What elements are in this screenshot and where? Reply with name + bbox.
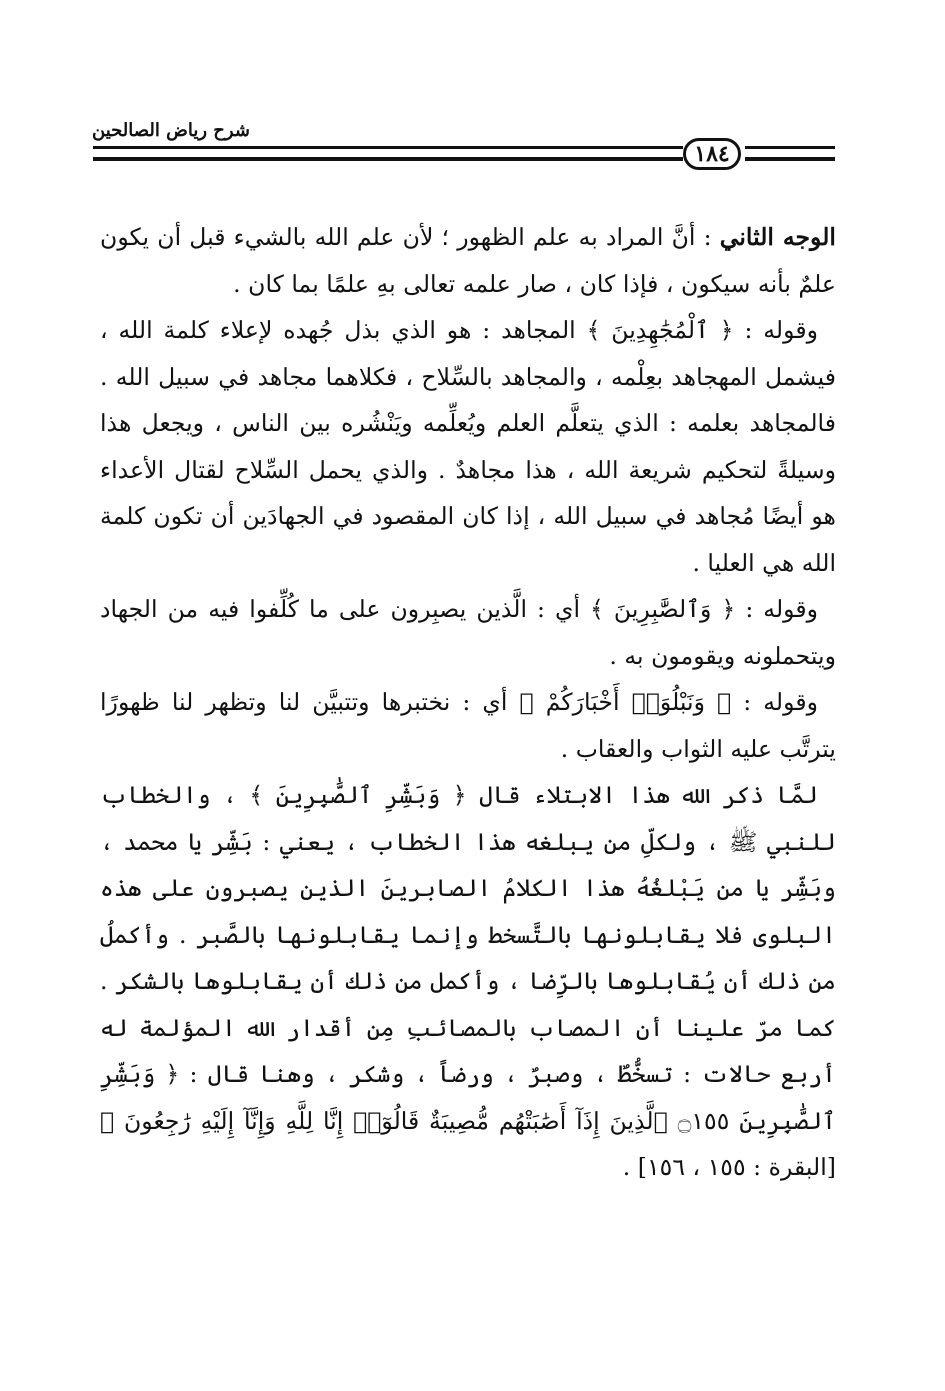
page-body (100, 214, 836, 1191)
verse-reference: [البقرة : ١٥٥ ، ١٥٦] . (622, 1153, 836, 1181)
paragraph-lead: الوجه الثاني (719, 223, 836, 251)
paragraph (100, 586, 836, 679)
paragraph (100, 214, 836, 307)
paragraph (100, 307, 836, 586)
paragraph-text: لمَّا ذكر الله هذا الابتلاء قال ﴿ وَبَشِّرِ ٱلصَّٰبِرِينَ ﴾ ، والخطاب للنبي ﷺ ، ولكلِّ من يبلغه هذا الخطاب ، يعني : بَشِّر يا محمد ، وبَشِّر يا من يَبْلغُهُ هذا الكلامُ الصابرينَ الذين يصبرون على هذه البلوى فلا يقابلونها بالتَّسخط وإنما يقابلونها بالصَّبر . وأكملُ من ذلك أن يُقابلوها بالرِّضا ، وأكمل من ذلك أن يقابلوها بالشكر . كما مرّ علينا أن المصاب بالمصائبِ مِن أقدار الله المؤلمة له أربع حالات : تسخُّطٌ ، وصبرٌ ، ورضاً ، وشكر ، وهنا قال : ﴿ وَبَشِّرِ ٱلصَّٰبِرِينَ ۝١٥٥ ٱلَّذِينَ إِذَآ أَصَٰبَتْهُم مُّصِيبَةٌ قَالُوٓا۟ إِنَّا لِلَّهِ وَإِنَّآ إِلَيْهِ رَٰجِعُونَ ﴾ (100, 781, 836, 1135)
page-number: ١٨٤ (683, 138, 741, 170)
header-rule-top (93, 146, 683, 149)
header-rule-bottom (93, 157, 683, 161)
paragraph-text: وقوله : ﴿ ٱلْمُجَٰهِدِينَ ﴾ المجاهد : هو الذي بذل جُهده لإعلاء كلمة الله ، فيشمل المهجاهد بعِلْمه ، والمجاهد بالسِّلاح ، فكلاهما مجاهد في سبيل الله . فالمجاهد بعلمه : الذي يتعلَّم العلم ويُعلِّمه ويَنْشُره بين الناس ، ويجعل هذا وسيلةً لتحكيم شريعة الله ، هذا مجاهدٌ . والذي يحمل السِّلاح لقتال الأعداء هو أيضًا مُجاهد في سبيل الله ، إذا كان المقصود في الجهادَين أن تكون كلمة الله هي العليا . (100, 316, 836, 577)
paragraph (100, 679, 836, 772)
paragraph-text: : أنَّ المراد به علم الظهور ؛ لأن علم الله بالشيء قبل أن يكون علمٌ بأنه سيكون ، فإذا كان ، صار علمه تعالى بهِ علمًا بما كان . (100, 223, 836, 298)
header-rule-top-right (745, 146, 835, 149)
paragraph-text: وقوله : ﴿ وَنَبْلُوَا۟ أَخْبَارَكُمْ ﴾ أي : نختبرها وتتبيَّن لنا وتظهر لنا ظهورًا يترتَّب عليه الثواب والعقاب . (100, 688, 836, 763)
book-title: شرح رياض الصالحين (92, 120, 250, 141)
header-rule-bottom-right (745, 157, 835, 161)
paragraph (100, 772, 836, 1191)
paragraph-text: وقوله : ﴿ وَٱلصَّٰبِرِينَ ﴾ أي : الَّذين يصبِرون على ما كُلِّفوا فيه من الجهاد ويتحملونه ويقومون به . (100, 595, 836, 670)
